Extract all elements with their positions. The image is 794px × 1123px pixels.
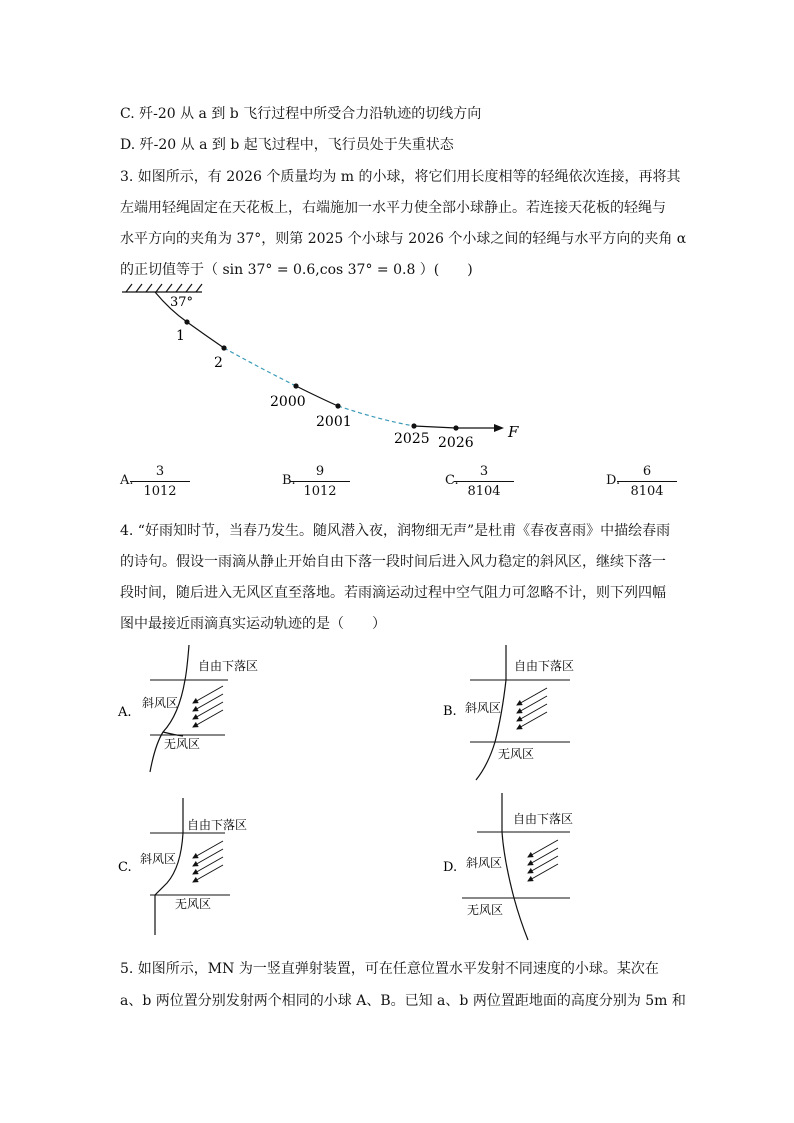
q4-figure-c (115, 795, 275, 940)
rope-dashed-1 (224, 348, 296, 386)
angle-label: 37° (170, 295, 194, 310)
ball-2026 (453, 425, 458, 430)
wind-arrow (517, 688, 547, 705)
q4-figure-b (440, 640, 600, 785)
wind-arrow (193, 841, 223, 858)
rope-solid-3 (414, 426, 456, 428)
wind-arrow (193, 702, 223, 719)
free-fall-label: 自由下落区 (514, 659, 575, 673)
trajectory (155, 798, 183, 935)
wind-arrow (528, 840, 558, 857)
q4-text-1: 4. “好雨知时节，当春乃发生。随风潜入夜，润物细无声”是杜甫《春夜喜雨》中描绘春雨 (120, 523, 671, 539)
wind-zone-label: 斜风区 (465, 701, 502, 715)
wind-arrow (528, 864, 558, 881)
q3-option-b-fraction (290, 464, 350, 499)
q5-text-2: a、b 两位置分别发射两个相同的小球 A、B。已知 a、b 两位置距地面的高度分别为 5m 和 (120, 993, 686, 1009)
label-b: B. (443, 704, 457, 719)
ball-label-1: 1 (176, 328, 185, 344)
label-c: C. (118, 860, 132, 875)
ball-2000 (293, 383, 298, 388)
q4-figure-d (440, 790, 600, 945)
ball-2 (221, 345, 226, 350)
wind-arrow (517, 712, 547, 729)
ball-label-2025: 2025 (394, 431, 430, 447)
wind-arrow (517, 696, 547, 713)
q3-text-3: 水平方向的夹角为 37°，则第 2025 个小球与 2026 个小球之间的轻绳与水平方向的夹角 α (120, 231, 687, 247)
wind-arrow (517, 704, 547, 721)
q3-option-c-fraction (454, 464, 514, 499)
label-a: A. (118, 705, 132, 720)
ball-label-2000: 2000 (270, 394, 306, 410)
wind-zone-label: 斜风区 (466, 856, 503, 870)
q5-text-1: 5. 如图所示，MN 为一竖直弹射装置，可在任意位置水平发射不同速度的小球。某次在 (120, 961, 659, 977)
wind-arrow (193, 857, 223, 874)
q3-option-c-den: 8104 (467, 484, 501, 499)
q3-text-2: 左端用轻绳固定在天花板上，右端施加一水平力使全部小球静止。若连接天花板的轻绳与 (120, 200, 666, 216)
wind-arrow (193, 865, 223, 882)
option-c-q2: C. 歼-20 从 a 到 b 飞行过程中所受合力沿轨迹的切线方向 (120, 106, 482, 122)
q3-option-a-num: 3 (130, 464, 190, 482)
ball-2025 (411, 423, 416, 428)
q4-text-4: 图中最接近雨滴真实运动轨迹的是（ ） (120, 616, 386, 632)
q3-option-d-num: 6 (617, 464, 677, 482)
q3-figure (110, 280, 550, 450)
force-label: F (508, 423, 519, 441)
q3-text-1: 3. 如图所示，有 2026 个质量均为 m 的小球，将它们用长度相等的轻绳依次连接，再将其 (120, 169, 681, 185)
q3-option-d-den: 8104 (630, 484, 664, 499)
ball-1 (184, 319, 189, 324)
q3-text-4: 的正切值等于（ sin 37° = 0.6,cos 37° = 0.8 ）( ) (120, 262, 473, 278)
q3-option-c-num: 3 (454, 464, 514, 482)
wind-arrow (193, 694, 223, 711)
force-arrowhead (494, 424, 504, 432)
wind-arrow (193, 849, 223, 866)
ball-label-2: 2 (214, 355, 223, 371)
no-wind-label: 无风区 (467, 903, 504, 917)
wind-arrow (193, 686, 223, 703)
label-d: D. (443, 860, 458, 875)
ball-2001 (335, 403, 340, 408)
q3-option-a-fraction (130, 464, 190, 499)
q3-option-c-label: C. (445, 473, 459, 488)
q3-option-b-den: 1012 (303, 484, 337, 499)
free-fall-label: 自由下落区 (513, 812, 574, 826)
ceiling (122, 284, 202, 292)
q4-text-2: 的诗句。假设一雨滴从静止开始自由下落一段时间后进入风力稳定的斜风区，继续下落一 (120, 554, 666, 570)
wind-arrow (528, 848, 558, 865)
wind-arrow (193, 710, 223, 727)
option-d-q2: D. 歼-20 从 a 到 b 起飞过程中，飞行员处于失重状态 (120, 137, 454, 153)
no-wind-label: 无风区 (175, 897, 212, 911)
wind-zone-label: 斜风区 (140, 852, 177, 866)
q3-option-b-label: B. (282, 473, 296, 488)
no-wind-label: 无风区 (498, 747, 535, 761)
q3-option-d-label: D. (606, 473, 621, 488)
ball-label-2026: 2026 (438, 435, 474, 450)
q3-option-d-fraction (617, 464, 677, 499)
q3-option-a-den: 1012 (143, 484, 177, 499)
wind-arrow (528, 856, 558, 873)
q4-figure-a (115, 640, 275, 780)
q3-option-a-label: A. (120, 473, 134, 488)
wind-zone-label: 斜风区 (142, 696, 179, 710)
free-fall-label: 自由下落区 (187, 818, 248, 832)
free-fall-label: 自由下落区 (198, 659, 259, 673)
no-wind-label: 无风区 (164, 737, 201, 751)
ball-label-2001: 2001 (316, 414, 352, 430)
q4-text-3: 段时间，随后进入无风区直至落地。若雨滴运动过程中空气阻力可忽略不计，则下列四幅 (120, 585, 666, 601)
q3-option-b-num: 9 (290, 464, 350, 482)
